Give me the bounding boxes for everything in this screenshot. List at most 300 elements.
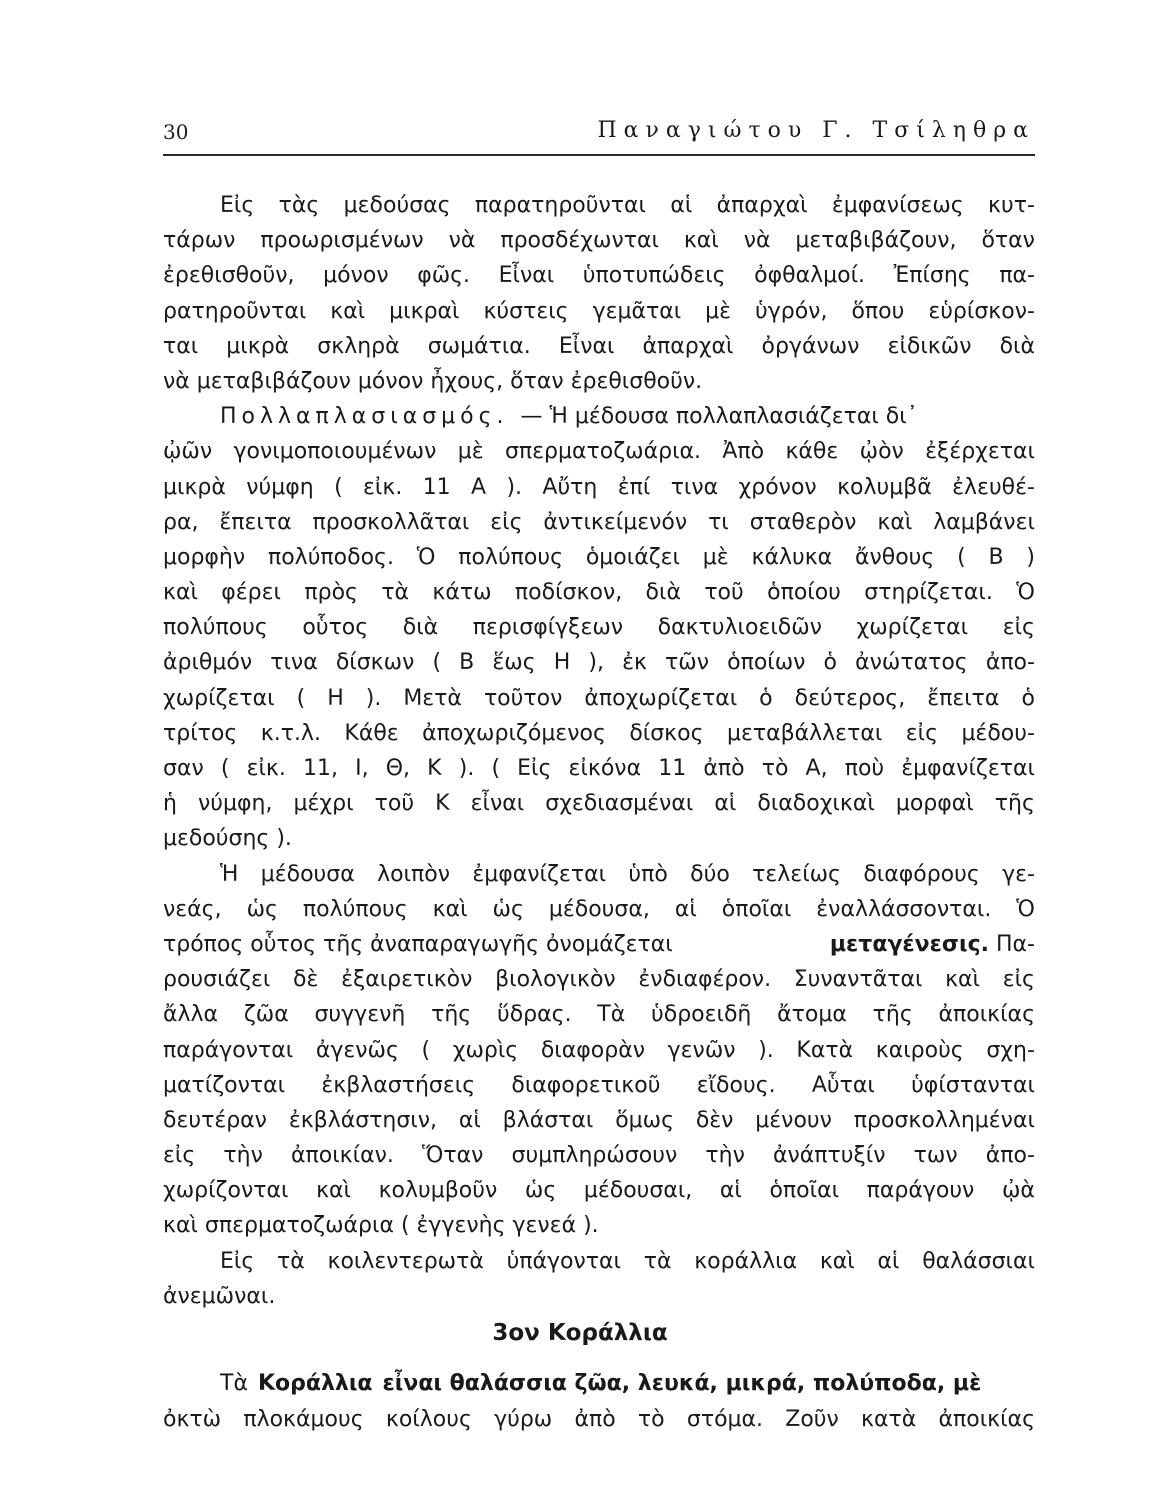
word: προσκολλᾶται (312, 509, 470, 535)
text-line (163, 364, 1035, 399)
word: Ὁ (1016, 580, 1035, 606)
word: ποὺ (844, 756, 885, 781)
word: ἀποικίας (938, 1002, 1035, 1028)
word: ὀργάνων (761, 333, 860, 359)
word: κύστεις (483, 298, 569, 324)
word: τινα (270, 650, 318, 676)
word: ἄτομα (777, 1002, 847, 1028)
word: ὁποίων (727, 650, 806, 676)
word: κοίλους (385, 1407, 472, 1432)
word: ὁποῖαι (721, 896, 792, 922)
word: εἰς (1002, 967, 1035, 993)
word: χρόνον (738, 474, 817, 500)
word: πολύπους (458, 544, 564, 570)
word: γενῶν (667, 1037, 736, 1063)
word: τινα (670, 474, 719, 500)
word: εἰς (490, 509, 523, 535)
word: αἱ (458, 1107, 481, 1133)
section-heading: 3ον Κοράλλια (492, 1320, 668, 1346)
word: Ἡ (220, 861, 239, 887)
word: χωρίζονται (163, 1178, 289, 1204)
word: τὰ (381, 580, 410, 606)
word: ὡς (492, 896, 524, 922)
text-line (163, 1173, 1035, 1208)
word: πολύποδος. (267, 544, 394, 570)
word: ὕδρας. (496, 1002, 572, 1028)
text-line (163, 1208, 1035, 1243)
word: παράγουν (866, 1178, 975, 1204)
word: φέρει (221, 580, 281, 606)
word: πρὸς (304, 580, 358, 606)
word: ἀνάπτυξίν (773, 1143, 886, 1169)
text-line (163, 997, 1035, 1032)
word: ρατηροῦνται (163, 298, 307, 324)
word: πολύπους (163, 615, 268, 641)
text-line (163, 540, 1035, 575)
word: κάλυκα (751, 544, 833, 570)
word: Εἰς (220, 1248, 255, 1274)
word: ) (1026, 544, 1035, 570)
word: Κ (435, 791, 450, 817)
word: καὶ (330, 298, 366, 324)
word: δίσκος (629, 720, 704, 746)
word: ἄνθους (854, 544, 935, 570)
word: Εἰς (220, 193, 255, 218)
text-line (163, 1103, 1035, 1138)
word: βλάσται (502, 1107, 594, 1133)
word: δύο (690, 861, 730, 887)
word: Ἐπίσης (893, 263, 971, 289)
word: ( (957, 544, 966, 570)
word: μικρὰ (226, 333, 290, 359)
word: τελείως (752, 861, 841, 887)
word: νὰ (448, 228, 476, 254)
word: ὁποίου (767, 580, 841, 606)
word: πλοκάμους (243, 1407, 364, 1432)
word: γονιμοποιουμένων (233, 439, 437, 465)
text-line (163, 927, 1035, 962)
word: ( (296, 685, 306, 711)
word: μορφαὶ (895, 791, 974, 817)
word: Αὔτη (542, 474, 598, 500)
text-span: Τὰ (220, 1371, 248, 1396)
word: Τὰ (597, 1002, 626, 1028)
word: Ὁ (1016, 896, 1035, 922)
word: τῆς (994, 791, 1035, 817)
page-number: 30 (163, 120, 189, 144)
word: Μετὰ (403, 685, 462, 711)
text-line (163, 1138, 1035, 1173)
word: μέχρι (293, 791, 354, 817)
word: ὑγρόν, (755, 298, 828, 324)
word: τοῦ (374, 791, 415, 817)
word: τὴν (705, 1143, 745, 1169)
word: Συναντᾶται (793, 967, 923, 993)
word: σαν (163, 756, 204, 781)
text-line (163, 399, 1035, 434)
word: παράγονται (163, 1037, 294, 1063)
word: ( (491, 756, 501, 781)
text-line (163, 786, 1035, 821)
word: δεύτερος, (794, 685, 906, 711)
word: εἴδους. (696, 1072, 776, 1098)
word: μέδουσαι, (583, 1178, 693, 1204)
bold-term: μεταγένεσις. (829, 931, 990, 957)
word: ὅμως (615, 1107, 674, 1133)
text-span: καὶ σπερματοζωάρια ( ἐγγενὴς γενεά ). (163, 1213, 599, 1239)
word: ᾠῶν (163, 439, 213, 465)
subheading-inline: Πολλαπλασιασμός. (220, 404, 509, 430)
word: ποδίσκον, (514, 580, 623, 606)
text-line (163, 1402, 1035, 1438)
word: ρα, (163, 509, 199, 535)
word: Β (459, 650, 475, 676)
word: σπερματοζωάρια. (504, 439, 702, 465)
word: διαδοχικαὶ (757, 791, 875, 817)
word: μένουν (755, 1107, 832, 1133)
word: σωμάτια. (427, 333, 531, 359)
word: στηρίζεται. (864, 580, 993, 606)
text-line (163, 857, 1035, 892)
word: ἀπὸ (574, 1407, 616, 1432)
word: ὑφίστανται (911, 1072, 1035, 1098)
text-line (163, 505, 1035, 540)
word: διαφορὰν (540, 1037, 645, 1063)
text-line (163, 681, 1035, 716)
word: ᾠὰ (1001, 1178, 1035, 1204)
word: μεδούσας (343, 193, 451, 218)
word: ἐμφανίζεται (472, 861, 607, 887)
word: προσδέχωνται (500, 228, 659, 254)
bold-term: Κοράλλια (257, 1371, 373, 1396)
word: δευτέραν (163, 1107, 267, 1133)
word: ζῶα (243, 1002, 289, 1028)
word: μὲ (702, 544, 729, 570)
word: ( (334, 474, 343, 500)
word: τὰ (643, 1248, 672, 1274)
word: συγγενῆ (314, 1002, 406, 1028)
word: καὶ (316, 1178, 351, 1204)
word: τῆς (872, 1002, 913, 1028)
word: αἱ (719, 1178, 742, 1204)
word: στόμα. (686, 1407, 764, 1432)
word: προσκολλημέναι (853, 1107, 1035, 1133)
word: κολυμβᾶ (837, 474, 932, 500)
word: ἀποχωρίζεται (584, 685, 738, 711)
word: καὶ (945, 967, 981, 993)
word: δίσκων (335, 650, 415, 676)
word: καὶ (432, 896, 468, 922)
word: ἀποικίαν. (291, 1143, 394, 1169)
word: Ι, (355, 756, 369, 781)
word: ἕως (492, 650, 536, 676)
text-span: νὰ μεταβιβάζουν μόνον ἦχους, ὅταν ἐρεθισθοῦν. (163, 368, 703, 394)
word: θαλάσσιαι (922, 1248, 1035, 1274)
word: μὲ (457, 439, 484, 465)
word: κοιλεντερωτὰ (327, 1248, 484, 1274)
word: Κάθε (344, 720, 399, 746)
word: εἰκ. (363, 474, 403, 500)
word: μόνον (323, 263, 389, 289)
word: συμπληρώσουν (511, 1143, 678, 1169)
word: Β (988, 544, 1004, 570)
word: ὡς (524, 1178, 557, 1204)
text-line (163, 294, 1035, 329)
text-line (163, 610, 1035, 645)
word: ἀπο- (985, 1143, 1035, 1169)
word: δὲ (293, 967, 319, 993)
word: ἀντικείμενόν (543, 509, 688, 535)
word: ἀποικίας (938, 1407, 1035, 1432)
word: ( (220, 756, 230, 781)
word: ἄλλα (163, 1002, 219, 1028)
word: μεταβιβάζουν, (795, 228, 957, 254)
text-span (830, 927, 1035, 962)
word: ρουσιάζει (163, 967, 271, 993)
word: παρατηροῦνται (474, 193, 646, 218)
word: ἀνώτατος (855, 650, 968, 676)
word: ). (506, 474, 523, 500)
word: Ἀπὸ (722, 439, 765, 465)
word: Ὅταν (422, 1143, 484, 1169)
word: κολυμβοῦν (378, 1178, 498, 1204)
word: νύμφη, (198, 791, 273, 817)
word: γεμᾶται (592, 298, 682, 324)
text-line (163, 1279, 1035, 1314)
word: κυτ- (988, 193, 1035, 218)
text-line (163, 223, 1035, 258)
word: ἔπειτα (927, 685, 1000, 711)
word: ὅπου (851, 298, 905, 324)
word: τι (708, 509, 729, 535)
word: εἰκ. (246, 756, 286, 781)
word: δὲν (695, 1107, 734, 1133)
word: ἀπαρχαὶ (716, 193, 808, 218)
text-line (163, 1033, 1035, 1068)
word: ἀριθμόν (163, 650, 253, 676)
word: εἰς (905, 720, 938, 746)
word: λοιπὸν (377, 861, 450, 887)
word: τὴν (223, 1143, 263, 1169)
word: χωρίζεται (163, 685, 275, 711)
word: χωρὶς (452, 1037, 519, 1063)
word: τοῦ (704, 580, 744, 606)
word: ἐπί (617, 474, 651, 500)
word: καὶ (163, 580, 198, 606)
word: ὁ (759, 685, 773, 711)
text-line (163, 470, 1035, 505)
word: τοῦτον (483, 685, 563, 711)
text-line (163, 716, 1035, 751)
word: εἰς (163, 1143, 196, 1169)
text-line (163, 751, 1035, 786)
word: ἀπὸ (703, 756, 745, 781)
word: αἱ (670, 193, 693, 218)
word: δακτυλιοειδῶν (657, 615, 822, 641)
running-head: Παναγιώτου Γ. Τσίληθρα (597, 118, 1035, 143)
word: τάρων (163, 228, 236, 254)
word: ἐμφανίσεως (831, 193, 964, 218)
word: φῶς. (417, 263, 471, 289)
word: βιολογικὸν (495, 967, 616, 993)
word: ὀκτὼ (163, 1407, 222, 1432)
word: χωρίζεται (856, 615, 969, 641)
word: ἐλευθέ- (952, 474, 1035, 500)
word: Ὁ (416, 544, 436, 570)
word: νὰ (743, 228, 771, 254)
word: αἱ (674, 896, 697, 922)
text-line (163, 645, 1035, 680)
word: σκληρὰ (317, 333, 400, 359)
word: καὶ (819, 1248, 855, 1274)
word: Εἰς (517, 756, 552, 781)
word: διὰ (402, 615, 439, 641)
word: εἰκόνα (568, 756, 642, 781)
word: ), (588, 650, 604, 676)
text-span: τρόπος οὗτος τῆς ἀναπαραγωγῆς ὀνομάζεται (163, 931, 673, 957)
word: τὰς (278, 193, 320, 218)
word: Α (471, 474, 487, 500)
word: ἐκβλάστησιν, (288, 1107, 438, 1133)
word: Αὗται (811, 1072, 875, 1098)
word: μέδουσα (260, 861, 355, 887)
word: Η (553, 650, 571, 676)
word: καὶ (877, 509, 913, 535)
word: ). (458, 756, 475, 781)
word: Κατὰ (796, 1037, 854, 1063)
word: τῶν (665, 650, 709, 676)
word: μορφὴν (163, 544, 246, 570)
word: νεάς, (163, 896, 222, 922)
word: ὑπάγονται (506, 1248, 621, 1274)
word: Εἶναι (498, 263, 555, 289)
word: κοράλλια (694, 1248, 798, 1274)
word: Κ (427, 756, 442, 781)
word: ὡς (246, 896, 278, 922)
word: ἐξέρχεται (925, 439, 1035, 465)
word: κατὰ (861, 1407, 917, 1432)
text-span: εἶναι θαλάσσια ζῶα, λευκά, μικρά, πολύποδα, μὲ (382, 1371, 982, 1396)
word: ἀποχωριζόμενος (422, 720, 606, 746)
word: ( (432, 650, 442, 676)
text-line (163, 188, 1035, 223)
word: ὅταν (981, 228, 1035, 254)
word: εὑρίσκον- (928, 298, 1035, 324)
word: ὑποτυπώδεις (582, 263, 726, 289)
text-line (163, 1068, 1035, 1103)
word: Εἶναι (558, 333, 615, 359)
word: κ.τ.λ. (260, 720, 321, 746)
word: μικρὰ (163, 474, 226, 500)
page-header (163, 118, 1035, 156)
word: 11 (422, 474, 451, 500)
word: σχη- (986, 1037, 1035, 1063)
word: ἐκβλαστήσεις (321, 1072, 476, 1098)
word: Α, (805, 756, 828, 781)
word: αἱ (714, 791, 737, 817)
word: τὸ (637, 1407, 665, 1432)
word: μικραὶ (389, 298, 460, 324)
word: ἐμφανίζεται (901, 756, 1035, 781)
text-line (163, 1244, 1035, 1279)
word: ( (421, 1037, 431, 1063)
text-line (163, 258, 1035, 293)
word: ται (163, 333, 199, 359)
word: μέδουσα, (548, 896, 650, 922)
word: πα- (999, 263, 1035, 289)
word: ἀπο- (985, 650, 1035, 676)
word: διαφορετικοῦ (511, 1072, 661, 1098)
word: ἔπειτα (219, 509, 292, 535)
word: των (913, 1143, 958, 1169)
body-text (163, 188, 1035, 1314)
word: περισφίγξεων (472, 615, 624, 641)
word: νύμφη (246, 474, 314, 500)
word: ὁμοιάζει (585, 544, 680, 570)
word: σταθερὸν (749, 509, 857, 535)
section-text (163, 1366, 1035, 1438)
word: λαμβάνει (933, 509, 1035, 535)
word: Ζοῦν (785, 1407, 839, 1432)
word: τῆς (431, 1002, 472, 1028)
word: ὁ (1021, 685, 1035, 711)
text-line (163, 575, 1035, 610)
word: ἐκ (622, 650, 647, 676)
word: Θ, (385, 756, 411, 781)
word: 11 (658, 756, 687, 781)
text-line (163, 821, 1035, 856)
word: ᾠὸν (859, 439, 904, 465)
word: καιροὺς (875, 1037, 964, 1063)
text-line (163, 962, 1035, 997)
word: μεταβάλλεται (726, 720, 883, 746)
text-line (163, 434, 1035, 469)
word: ἐξαιρετικὸν (341, 967, 473, 993)
word: ὀφθαλμοί. (754, 263, 866, 289)
word: τὰ (277, 1248, 305, 1274)
word: οὗτος (302, 615, 369, 641)
word: ὑδροειδῆ (651, 1002, 752, 1028)
word: πολύπους (302, 896, 408, 922)
text-span: μεδούσης ). (163, 826, 292, 852)
word: καὶ (683, 228, 719, 254)
word: ὁ (823, 650, 838, 676)
word: 11, (303, 756, 338, 781)
word: τὸ (761, 756, 789, 781)
word: ὑπὸ (628, 861, 668, 887)
word: ἐναλλάσσονται. (816, 896, 992, 922)
text-line (163, 892, 1035, 927)
word: ὁποῖαι (769, 1178, 840, 1204)
word: Η (327, 685, 344, 711)
text-span: Πα- (996, 931, 1035, 957)
word: γε- (1002, 861, 1035, 887)
word: διὰ (645, 580, 681, 606)
word: μέδου- (961, 720, 1035, 746)
word: ἐνδιαφέρον. (638, 967, 772, 993)
word: προωρισμένων (260, 228, 424, 254)
word: τρίτος (163, 720, 238, 746)
text-span: — Ἡ μέδουσα πολλαπλασιάζεται δι᾽ (520, 404, 918, 430)
word: διαφόρους (863, 861, 980, 887)
word: ). (758, 1037, 774, 1063)
word: διὰ (999, 333, 1035, 359)
text-line (163, 329, 1035, 364)
word: αἱ (877, 1248, 900, 1274)
word: εἰδικῶν (887, 333, 972, 359)
word: κάτω (432, 580, 492, 606)
word: ματίζονται (163, 1072, 286, 1098)
